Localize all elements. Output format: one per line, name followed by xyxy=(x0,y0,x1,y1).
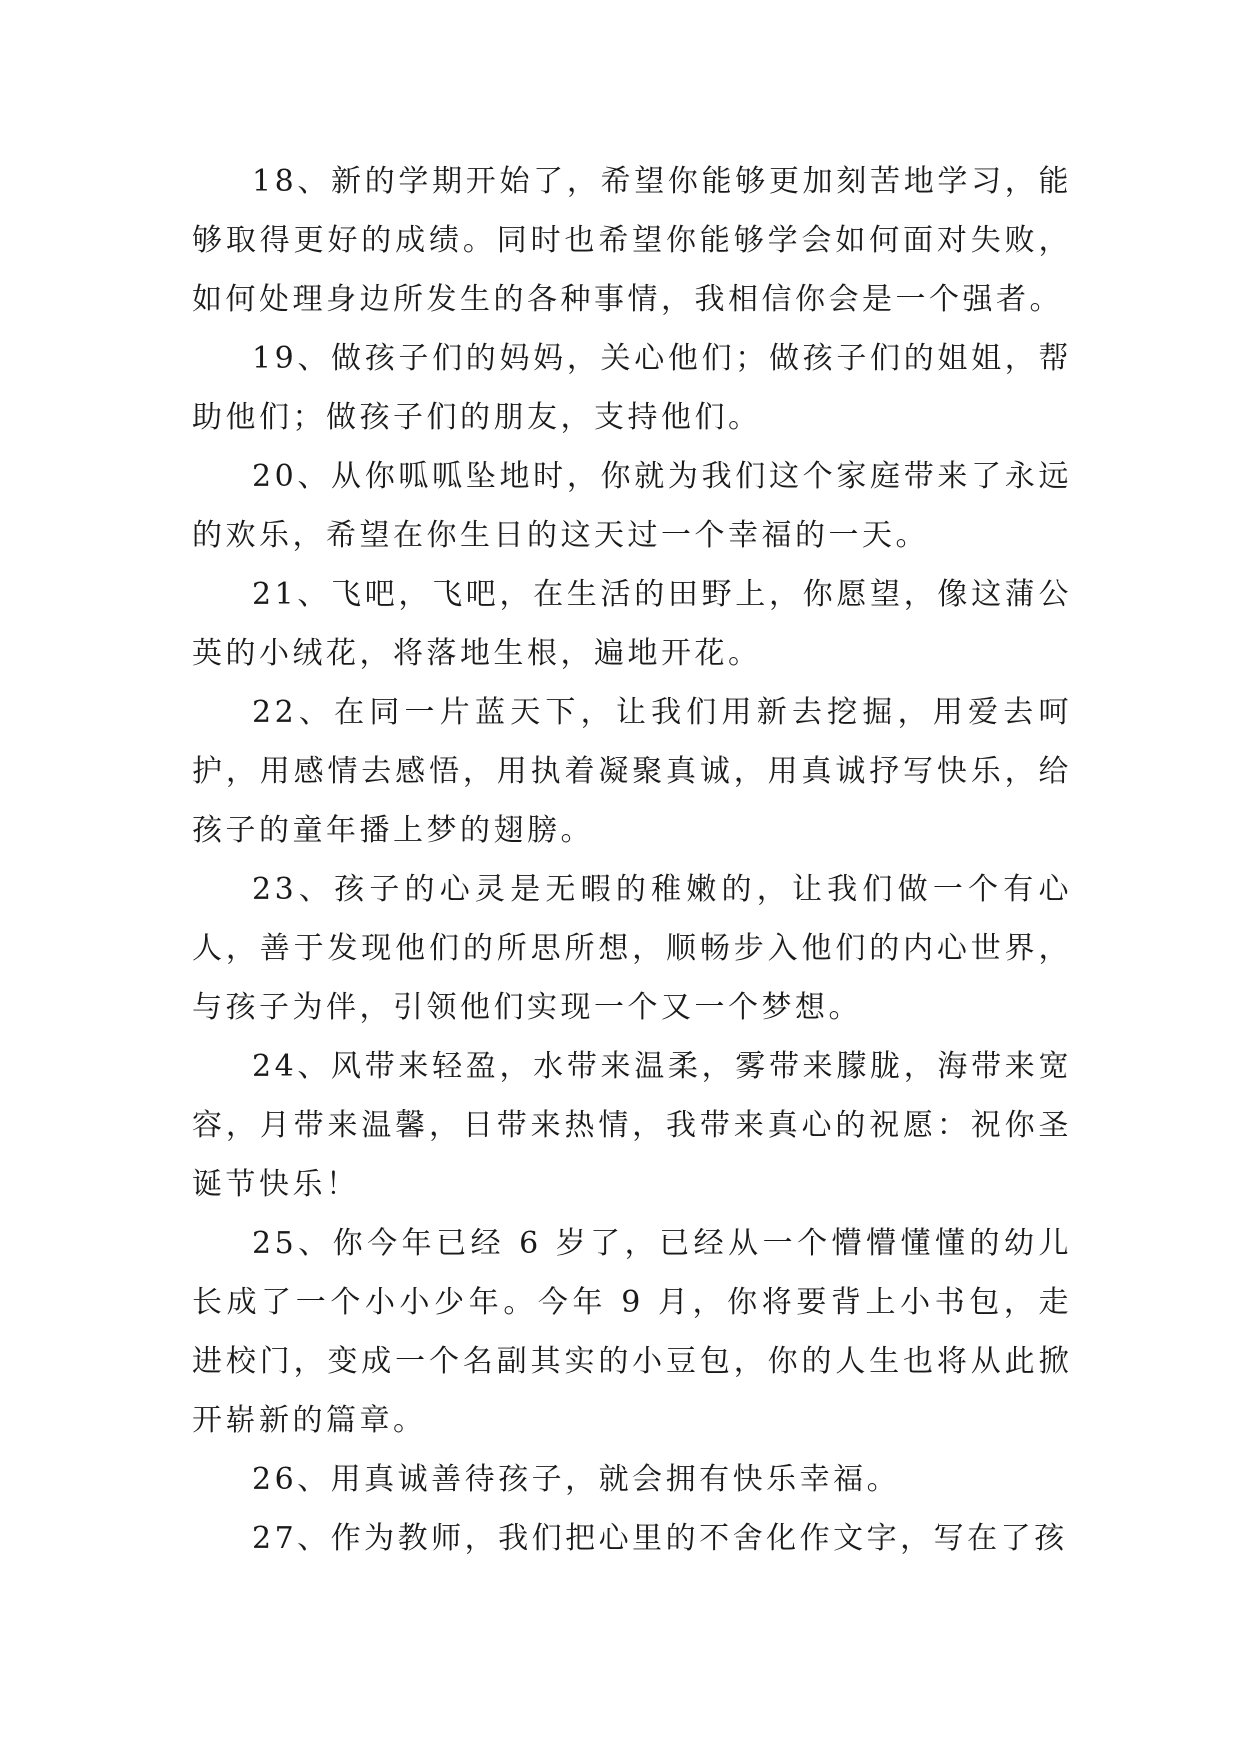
paragraph-23: 23、孩子的心灵是无暇的稚嫩的，让我们做一个有心人，善于发现他们的所思所想，顺畅步入他们的内心世界，与孩子为伴，引领他们实现一个又一个梦想。 xyxy=(192,872,1072,1025)
paragraph-27: 27、作为教师，我们把心里的不舍化作文字，写在了孩 xyxy=(252,1521,1068,1556)
paragraph-24: 24、风带来轻盈，水带来温柔，雾带来朦胧，海带来宽容，月带来温馨，日带来热情，我带来真心的祝愿：祝你圣诞节快乐！ xyxy=(192,1049,1072,1202)
paragraph-22: 22、在同一片蓝天下，让我们用新去挖掘，用爱去呵护，用感情去感悟，用执着凝聚真诚，用真诚抒写快乐，给孩子的童年播上梦的翅膀。 xyxy=(192,695,1072,848)
document-body xyxy=(192,152,1072,1568)
paragraph-19: 19、做孩子们的妈妈，关心他们；做孩子们的姐姐，帮助他们；做孩子们的朋友，支持他们。 xyxy=(192,341,1072,435)
paragraph-18: 18、新的学期开始了，希望你能够更加刻苦地学习，能够取得更好的成绩。同时也希望你能够学会如何面对失败，如何处理身边所发生的各种事情，我相信你会是一个强者。 xyxy=(192,164,1072,317)
paragraph-21: 21、飞吧，飞吧，在生活的田野上，你愿望，像这蒲公英的小绒花，将落地生根，遍地开花。 xyxy=(192,577,1072,671)
paragraph-25: 25、你今年已经 6 岁了，已经从一个懵懵懂懂的幼儿长成了一个小小少年。今年 9 月，你将要背上小书包，走进校门，变成一个名副其实的小豆包，你的人生也将从此掀开崭新的篇章。 xyxy=(192,1226,1072,1438)
paragraph-20: 20、从你呱呱坠地时，你就为我们这个家庭带来了永远的欢乐，希望在你生日的这天过一个幸福的一天。 xyxy=(192,459,1072,553)
paragraph-26: 26、用真诚善待孩子，就会拥有快乐幸福。 xyxy=(252,1462,901,1497)
